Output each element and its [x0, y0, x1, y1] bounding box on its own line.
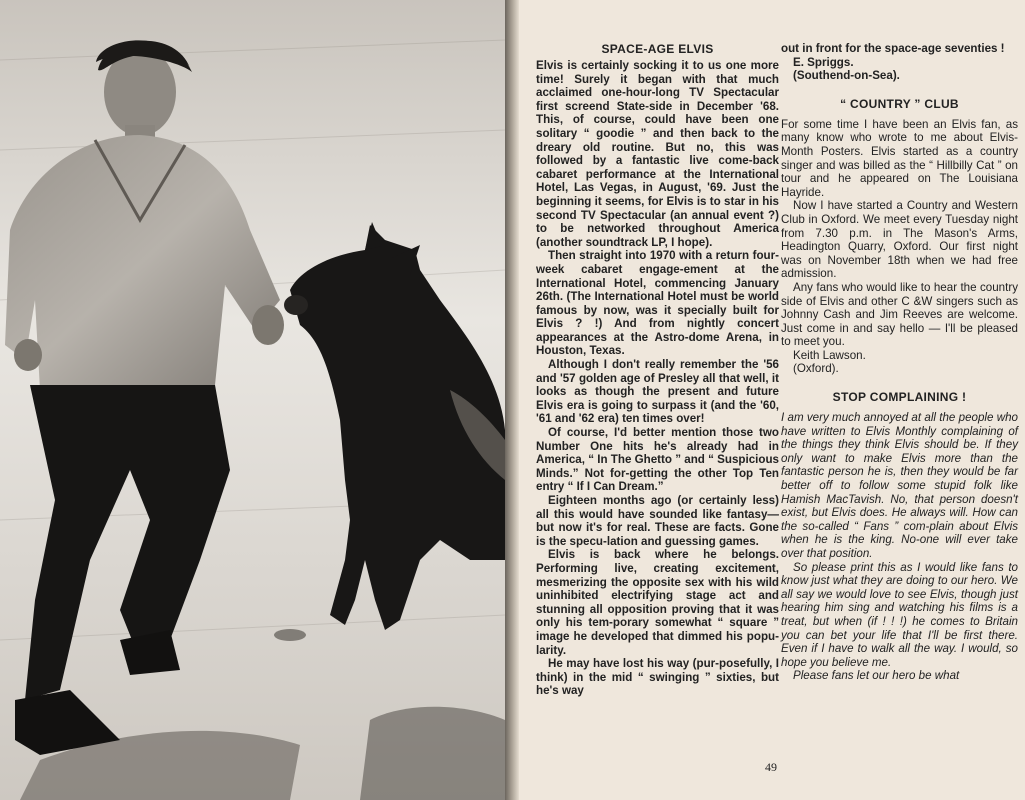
paragraph: Any fans who would like to hear the country side of Elvis and other C &W singers such as Johnny Cash and Jim Reeves are welcome. Just come in and say hello — I'll be pleased to meet you.: [781, 280, 1018, 349]
column-right: [781, 42, 1018, 683]
signature-place: (Southend-on-Sea).: [793, 69, 900, 83]
paragraph: Elvis is certainly socking it to us one more time! Surely it began with that much acclaimed one-hour-long TV Spectacular first screend State-side in December '68. This, of course, could have been one solitary “ goodie ” and then back to the dreary old routine. But no, this was followed by a fantastic live come-back cabaret performance at the International Hotel, Las Vegas, in August, '69. Just the beginning it seems, for Elvis is to star in his second TV Spectacular (an annual event ?) to be networked throughout America (another soundtrack LP, I hope).: [536, 59, 779, 249]
paragraph: I am very much annoyed at all the people who have written to Elvis Monthly complaining of the things they think Elvis should be. If they only want to make Elvis more than the fantastic person he is, then they would be far better off to follow some stupid folk like Hamish MacTavish. No, that person doesn't exist, but Elvis does. He always will. How can the so-called “ Fans ” com-plain about Elvis when he is the king. No-one will ever take over that position.: [781, 411, 1018, 560]
paragraph: So please print this as I would like fans to know just what they are doing to our hero. We all say we would love to see Elvis, though just hearing him sing and watching his films is a treat, but when (if ! ! !) he comes to Britain you can bet your life that I'll be first there. Even if I have to walk all the way. I would, so hope you believe me.: [781, 560, 1018, 669]
heading-stop-complaining: STOP COMPLAINING !: [832, 390, 967, 405]
signature-place: (Oxford).: [793, 362, 839, 376]
column-left: [536, 42, 779, 698]
text-page: [519, 0, 1025, 800]
heading-country-club: “ COUNTRY ” CLUB: [840, 96, 959, 111]
paragraph: Elvis is back where he belongs. Performing live, creating excitement, mesmerizing the opposite sex with his wild uninhibited electrifying stage act and stunning all opposition proving that it was only his tem-porary somewhat “ square ” image he developed that dimmed his popu-larity.: [536, 548, 779, 657]
heading-space-age-elvis: SPACE-AGE ELVIS: [601, 42, 714, 56]
page-number: 49: [765, 760, 777, 774]
paragraph: Please fans let our hero be what: [793, 669, 960, 683]
paragraph: Now I have started a Country and Western Club in Oxford. We meet every Tuesday night from 7.30 p.m. in The Mason's Arms, Headington Quarry, Oxford. Our first night was on November 18th when we had free admission.: [781, 199, 1018, 281]
paragraph: Of course, I'd better mention those two Number One hits he's already had in America, “ In The Ghetto ” and “ Suspicious Minds.” Not for-getting the other Top Ten entry “ If I Can Dream.”: [536, 426, 779, 494]
photo-page: [0, 0, 505, 800]
paragraph: For some time I have been an Elvis fan, as many know who wrote to me about Elvis-Month Posters. Elvis started as a country singer and was billed as the “ Hillbilly Cat ” on tour and he appeared on The Louisiana Hayride.: [781, 117, 1018, 199]
photo-elvis-with-dog-icon: [0, 0, 505, 800]
paragraph: Eighteen months ago (or certainly less) all this would have sounded like fantasy—but now it's for real. These are facts. Gone is the specu-lation and guessing games.: [536, 494, 779, 548]
paragraph: He may have lost his way (pur-posefully, I think) in the mid “ swinging ” sixties, but he's way: [536, 657, 779, 698]
signature-name: Keith Lawson.: [793, 348, 866, 362]
signature-name: E. Spriggs.: [793, 55, 854, 69]
paragraph: Then straight into 1970 with a return four-week cabaret engage-ement at the International Hotel, commencing January 26th. (The International Hotel must be world famous by now, was it specially built for Elvis ? !) And from nightly concert appearances at the Astro-dome Arena, in Houston, Texas.: [536, 249, 779, 358]
continuation-text: out in front for the space-age seventies !: [781, 42, 1005, 55]
paragraph: Although I don't really remember the '56 and '57 golden age of Presley all that well, it looks as though the present and future Elvis era is going to surpass it (and the '60, '61 and '62 era) ten times over!: [536, 358, 779, 426]
page-gutter: [505, 0, 519, 800]
